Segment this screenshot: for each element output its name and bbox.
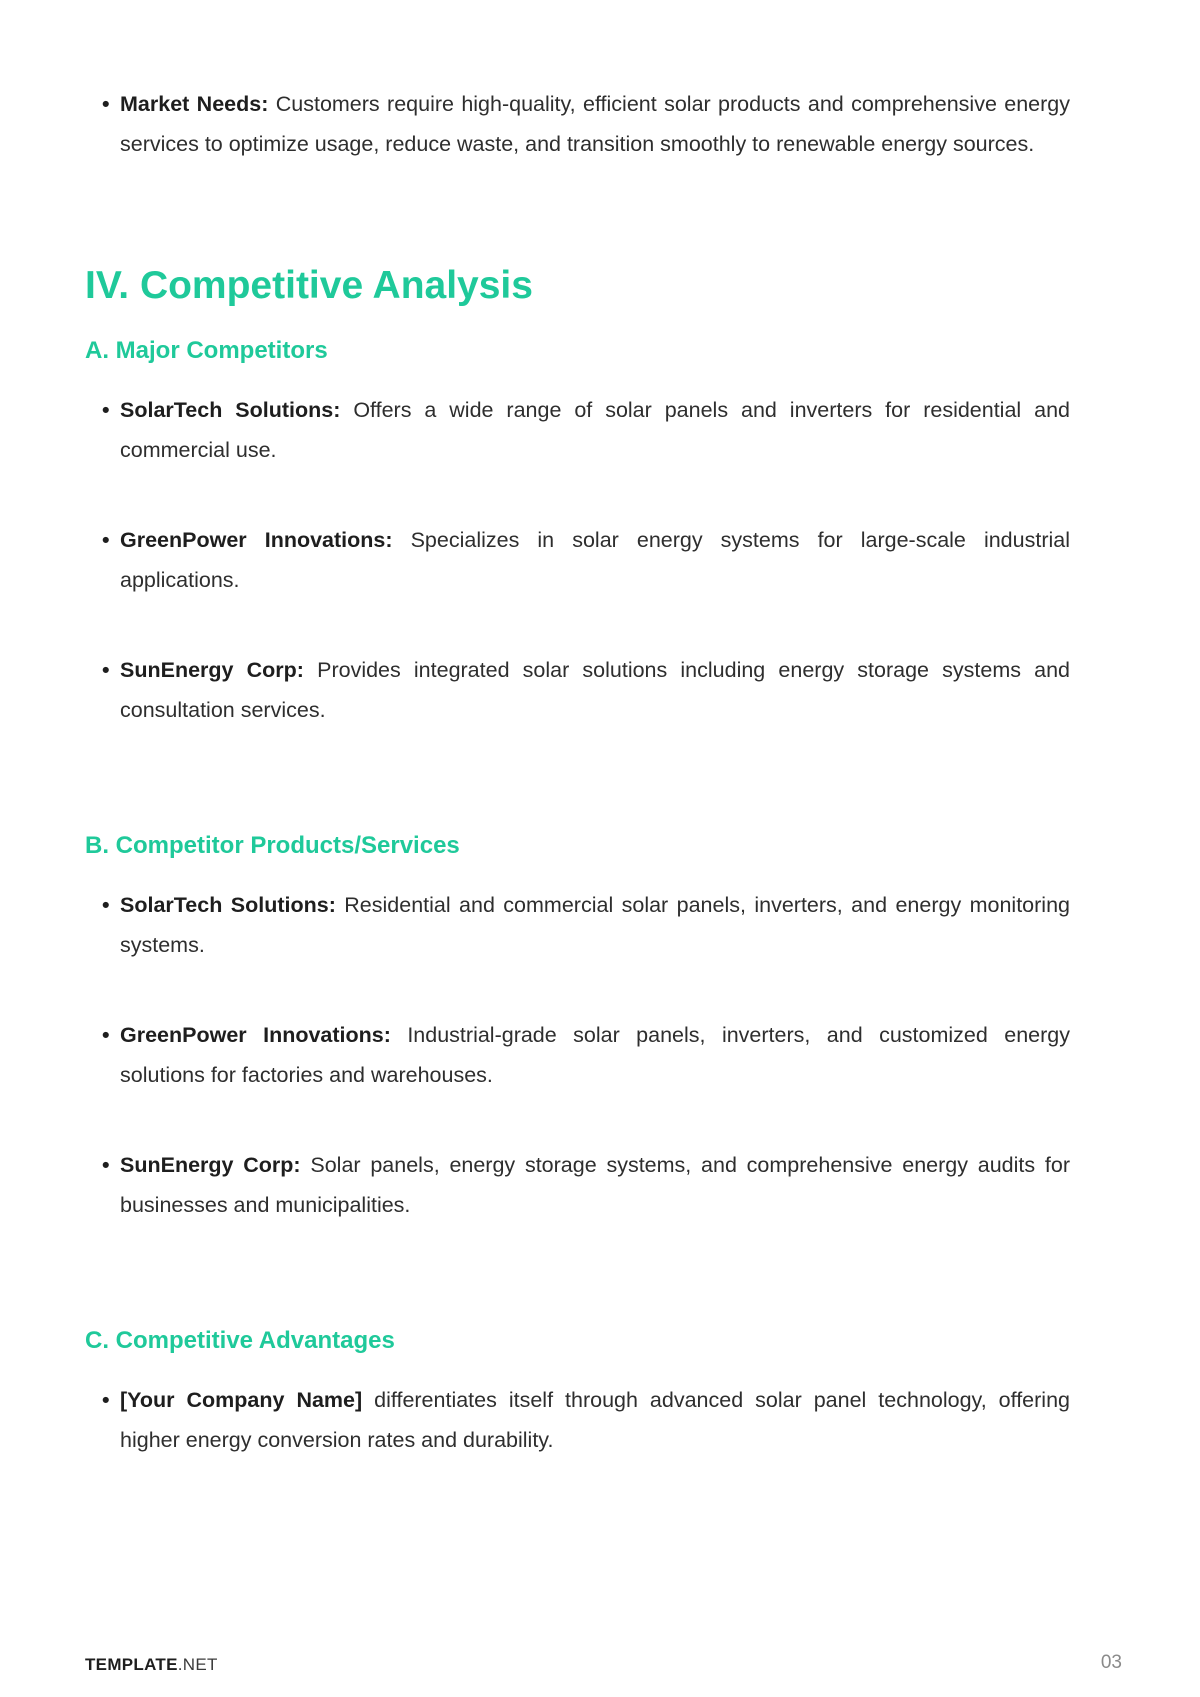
bullet-icon: •: [102, 92, 110, 116]
item-text: Industrial-grade solar panels, inverters, and customized energy solutions for factories and warehouses.: [120, 1023, 1071, 1087]
competitor-products-list: [85, 885, 1070, 1225]
list-item: [85, 390, 1070, 470]
market-needs-list: [85, 84, 1070, 164]
list-item: [85, 1145, 1070, 1225]
bullet-icon: •: [102, 1153, 110, 1177]
item-label: SolarTech Solutions:: [120, 893, 336, 917]
list-item: [85, 650, 1070, 730]
section-title: IV. Competitive Analysis: [85, 264, 533, 307]
item-label: SunEnergy Corp:: [120, 1153, 301, 1177]
brand-logo-light: .NET: [177, 1655, 218, 1674]
subsection-heading-major-competitors: A. Major Competitors: [85, 337, 328, 364]
item-text: Solar panels, energy storage systems, and comprehensive energy audits for businesses and municipalities.: [120, 1153, 1070, 1217]
item-label: GreenPower Innovations:: [120, 528, 393, 552]
subsection-heading-competitive-advantages: C. Competitive Advantages: [85, 1327, 395, 1354]
major-competitors-list: [85, 390, 1070, 730]
item-text: differentiates itself through advanced solar panel technology, offering higher energy conversion rates and durability.: [120, 1388, 1070, 1452]
item-label: GreenPower Innovations:: [120, 1023, 391, 1047]
brand-logo-strong: TEMPLATE: [85, 1655, 178, 1674]
bullet-icon: •: [102, 1023, 110, 1047]
bullet-icon: •: [102, 528, 110, 552]
item-text: Provides integrated solar solutions including energy storage systems and consultation services.: [120, 658, 1070, 722]
page-content: [85, 84, 1070, 1460]
list-item: [85, 1380, 1070, 1460]
item-text: Residential and commercial solar panels, inverters, and energy monitoring systems.: [120, 893, 1070, 957]
list-item: [85, 885, 1070, 965]
page-number: 03: [1100, 1652, 1122, 1673]
bullet-icon: •: [102, 398, 110, 422]
list-item: [85, 520, 1070, 600]
list-item: [85, 1015, 1070, 1095]
bullet-icon: •: [102, 893, 110, 917]
item-label: Market Needs:: [120, 92, 269, 116]
item-label: [Your Company Name]: [120, 1388, 363, 1412]
bullet-icon: •: [102, 658, 110, 682]
item-text: Customers require high-quality, efficient solar products and comprehensive energy services to optimize usage, reduce waste, and transition smoothly to renewable energy sources.: [120, 92, 1071, 156]
item-label: SolarTech Solutions:: [120, 398, 341, 422]
item-text: Specializes in solar energy systems for large-scale industrial applications.: [120, 528, 1070, 592]
brand-logo: [85, 1655, 218, 1675]
item-text: Offers a wide range of solar panels and inverters for residential and commercial use.: [120, 398, 1070, 462]
subsection-heading-competitor-products: B. Competitor Products/Services: [85, 832, 460, 859]
item-label: SunEnergy Corp:: [120, 658, 304, 682]
bullet-icon: •: [102, 1388, 110, 1412]
competitive-advantages-list: [85, 1380, 1070, 1460]
list-item: [85, 84, 1070, 164]
